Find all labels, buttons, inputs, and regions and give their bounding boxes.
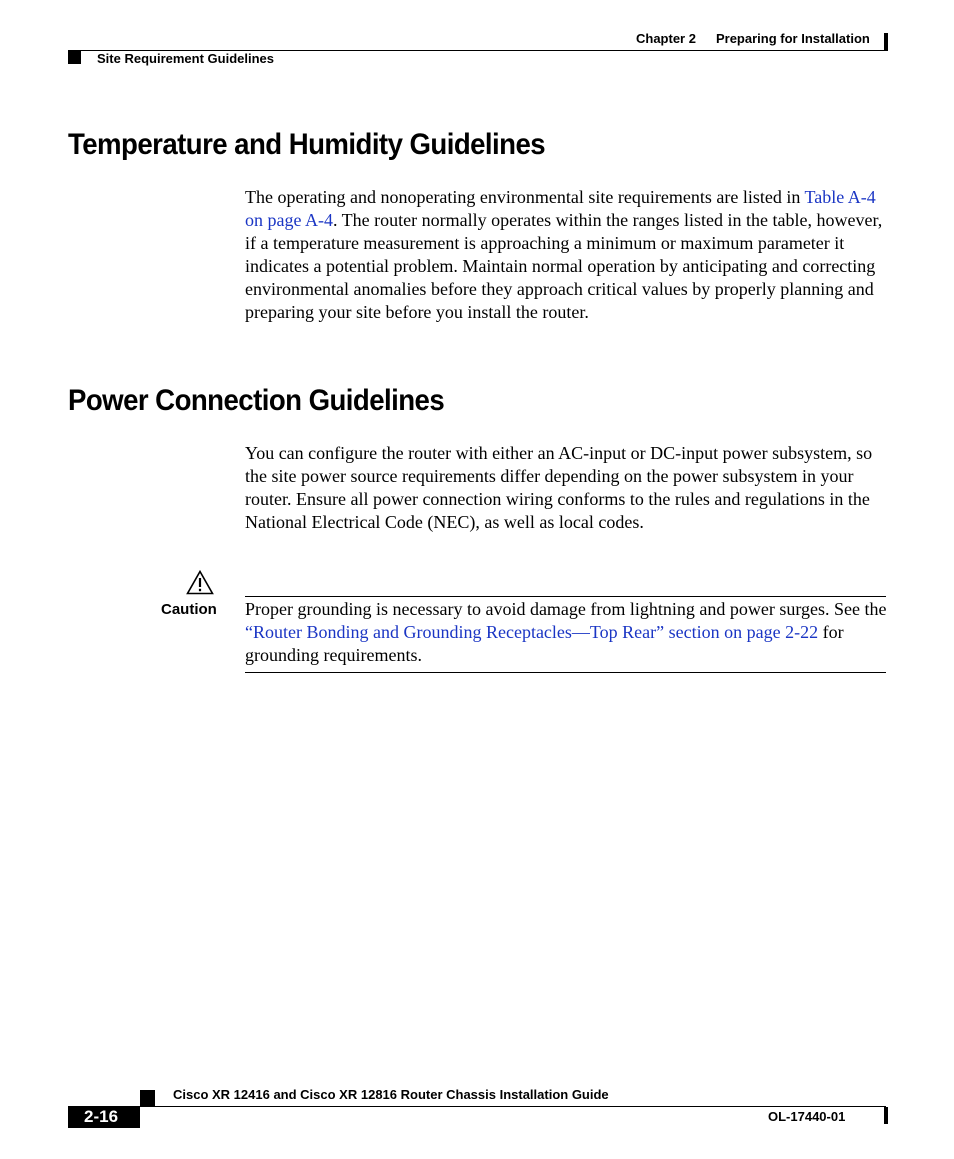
footer-doc-title: Cisco XR 12416 and Cisco XR 12816 Router Chassis Installation Guide [173, 1087, 609, 1102]
caution-text-post: for grounding requirements. [245, 622, 844, 665]
caution-text-pre: Proper grounding is necessary to avoid damage from lightning and power surges. See the [245, 599, 887, 619]
chapter-number: Chapter 2 [636, 31, 696, 46]
paragraph-temperature-humidity [245, 186, 887, 324]
footer-bar [884, 1107, 888, 1124]
paragraph-text: The operating and nonoperating environmental site requirements are listed in [245, 187, 805, 207]
warning-triangle-icon [186, 570, 214, 595]
caution-label: Caution [161, 601, 217, 618]
paragraph-text: . The router normally operates within the ranges listed in the table, however, if a temperature measurement is approaching a minimum or maximum parameter it indicates a potential problem. Maintain normal operation by anticipating and correcting environmental anomalies before they approach critical values by properly planning and preparing your site before you install the router. [245, 210, 883, 322]
paragraph-power-connection: You can configure the router with either an AC-input or DC-input power subsystem, so the site power source requirements differ depending on the power subsystem in your router. Ensure all power connection wiring conforms to the rules and regulations in the National Electrical Code (NEC), as well as local codes. [245, 443, 873, 532]
heading-temperature-humidity: Temperature and Humidity Guidelines [68, 128, 546, 161]
caution-rule-top [245, 596, 886, 597]
doc-number: OL-17440-01 [768, 1109, 846, 1124]
header-bar [884, 33, 888, 51]
table-a4-link[interactable]: Table A-4 on page A-4 [245, 187, 876, 230]
page-number: 2-16 [84, 1107, 119, 1126]
header-marker [68, 50, 81, 64]
heading-power-connection: Power Connection Guidelines [68, 384, 445, 417]
footer-marker [140, 1090, 155, 1106]
caution-rule-bottom [245, 672, 886, 673]
chapter-title: Preparing for Installation [715, 31, 870, 46]
running-header-chapter [636, 31, 870, 46]
grounding-section-link[interactable]: “Router Bonding and Grounding Receptacles—Top Rear” section on page 2-22 [245, 622, 819, 642]
footer-rule [140, 1106, 886, 1107]
caution-text [245, 598, 887, 667]
running-header-section: Site Requirement Guidelines [97, 51, 274, 66]
